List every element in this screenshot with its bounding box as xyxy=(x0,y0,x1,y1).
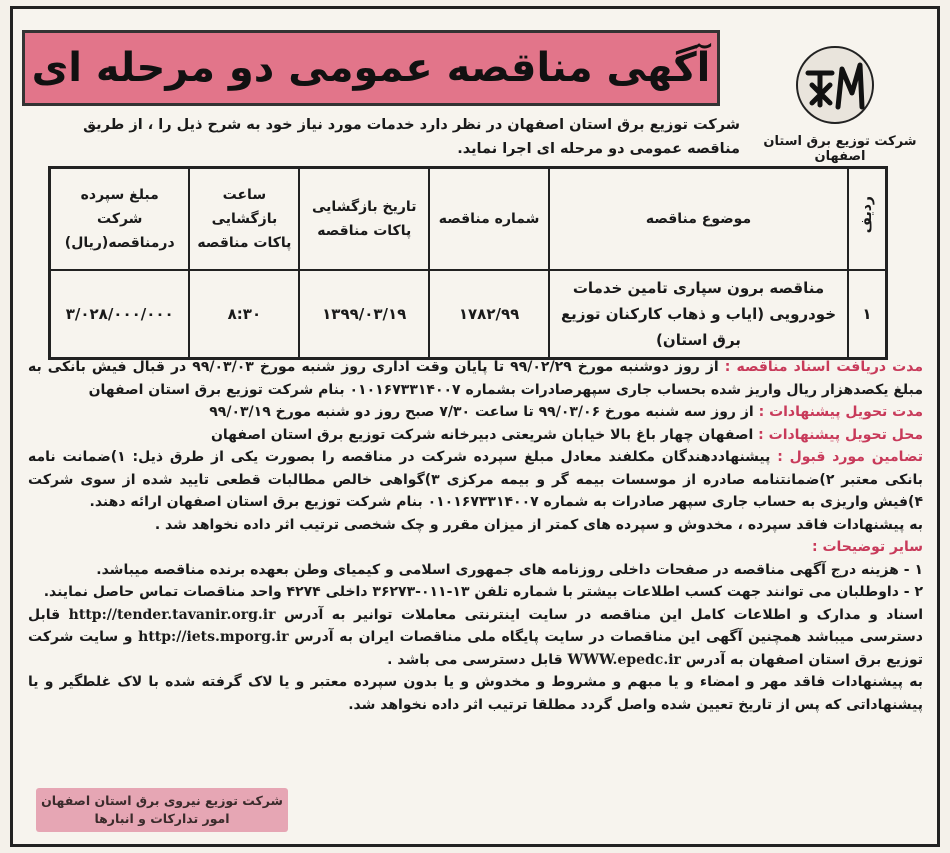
links-text-3: و سایت شرکت توزیع برق استان اصفهان به آدرس xyxy=(28,629,923,668)
header-subject: موضوع مناقصه xyxy=(549,168,848,270)
stamp-line-2: امور تدارکات و انبارها xyxy=(94,811,230,826)
header-deposit: مبلغ سپرده شرکت درمناقصه(ریال) xyxy=(50,168,190,270)
table-header-row xyxy=(50,168,887,270)
location-text: اصفهان چهار باغ بالا خیابان شریعتی دبیرخانه شرکت توزیع برق استان اصفهان xyxy=(210,426,754,443)
other-section xyxy=(28,536,923,559)
other-label: سایر توضیحات : xyxy=(811,539,923,555)
cell-open-time: ۸:۳۰ xyxy=(189,270,299,359)
company-logo-icon xyxy=(790,45,880,125)
docs-text: از روز دوشنبه مورخ ۹۹/۰۲/۲۹ تا پایان وقت اداری روز شنبه مورخ ۹۹/۰۳/۰۳ در قبال فیش بانکی به مبلغ یکصدهزار ریال واریز شده بحساب جاری سپهرصادرات بشماره ۰۱۰۱۶۷۳۳۱۴۰۰۷ بنام شرکت توزیع برق استان اصفهان xyxy=(28,359,923,398)
intro-text: شرکت توزیع برق استان اصفهان در نظر دارد خدمات مورد نیاز خود به شرح ذیل را ، از طریق مناقصه عمومی دو مرحله ای اجرا نماید. xyxy=(83,117,740,157)
docs-label: مدت دریافت اسناد مناقصه : xyxy=(724,359,923,375)
links-section xyxy=(28,604,923,672)
location-section xyxy=(28,424,923,447)
stamp-line-1: شرکت توزیع نیروی برق استان اصفهان xyxy=(41,793,283,808)
tender-table xyxy=(48,166,888,360)
iets-link[interactable]: http://iets.mporg.ir xyxy=(138,629,289,645)
delivery-text: از روز سه شنبه مورخ ۹۹/۰۳/۰۶ تا ساعت ۷/۳۰ صبح روز دو شنبه مورخ ۹۹/۰۳/۱۹ xyxy=(209,404,754,420)
header-row-number: ردیف xyxy=(848,168,887,270)
guarantee-section xyxy=(28,446,923,514)
cell-open-date: ۱۳۹۹/۰۳/۱۹ xyxy=(299,270,429,359)
links-text-4: قابل دسترسی می باشد . xyxy=(387,651,563,668)
header-number: شماره مناقصه xyxy=(429,168,549,270)
cell-row-number: ۱ xyxy=(848,270,887,359)
delivery-label: مدت تحویل پیشنهادات : xyxy=(758,404,923,420)
cell-subject: مناقصه برون سپاری تامین خدمات خودرویی (ایاب و ذهاب کارکنان توزیع برق استان) xyxy=(549,270,848,359)
table-row xyxy=(50,270,887,359)
tender-link[interactable]: http://tender.tavanir.org.ir xyxy=(68,606,276,623)
title-banner xyxy=(22,30,720,106)
guarantee-note: به پیشنهادات فاقد سپرده ، مخدوش و سپرده های کمتر از میزان مقرر و چک شخصی ترتیب اثر داده نخواهد شد . xyxy=(154,516,923,533)
guarantee-text: پیشنهاددهندگان مکلفند معادل مبلغ سپرده شرکت در مناقصه را بصورت یکی از طرق ذیل: ۱)ضمانت نامه بانکی معتبر ۲)ضمانتنامه صادره از موسسات بیمه گر و بیمه مرکزی ۳)گواهی خالص مطالبات قطعی تایید شده از سوی شرکت ۴)فیش واریزی به حساب جاری سپهر صادرات به شماره ۰۱۰۱۶۷۳۳۱۴۰۰۷ بنام شرکت توزیع برق استان اصفهان ارائه دهند. xyxy=(28,449,924,510)
final-note: به پیشنهادات فاقد مهر و امضاء و یا مبهم و مشروط و مخدوش و یا بدون سپرده معتبر و یا لاک گرفته شده با لاک غلطگیر و یا پیشنهاداتی که پس از تاریخ تعیین شده واصل گردد مطلقا ترتیب اثر داده نخواهد شد. xyxy=(28,674,923,713)
other-item-2: ۲ - داوطلبان می توانند جهت کسب اطلاعات بیشتر با شماره تلفن ۱۳-۰۱۱-۳۶۲۷۳ داخلی ۴۲۷۴ واحد مناقصات تماس حاصل نمایند. xyxy=(43,584,923,600)
notice-body xyxy=(28,356,923,716)
epedc-link[interactable]: WWW.epedc.ir xyxy=(567,651,681,668)
company-stamp xyxy=(36,788,288,832)
delivery-section xyxy=(28,401,923,424)
links-text-1: اسناد و مدارک و اطلاعات کامل این مناقصه در سایت اینترنتی معاملات توانیر به آدرس xyxy=(283,606,924,623)
location-label: محل تحویل پیشنهادات : xyxy=(758,426,923,443)
guarantee-label: تضامین مورد قبول : xyxy=(777,449,923,465)
docs-section xyxy=(28,356,923,401)
header-open-date: تاریخ بازگشایی پاکات مناقصه xyxy=(299,168,429,270)
page-title: آگهی مناقصه عمومی دو مرحله ای xyxy=(31,45,711,91)
cell-deposit: ۳/۰۲۸/۰۰۰/۰۰۰ xyxy=(50,270,190,359)
links-text-2: قابل دسترسی میباشد همچنین آگهی این مناقصات در سایت پایگاه ملی مناقصات ایران به آدرس xyxy=(28,606,923,645)
header-open-time: ساعت بازگشایی پاکات مناقصه xyxy=(189,168,299,270)
cell-number: ۱۷۸۲/۹۹ xyxy=(429,270,549,359)
company-name: شرکت توزیع برق استان اصفهان xyxy=(763,134,917,164)
other-item-1: ۱ - هزینه درج آگهی مناقصه در صفحات داخلی روزنامه های جمهوری اسلامی و کیمیای وطن بعهده برنده مناقصه میباشد. xyxy=(96,561,923,578)
